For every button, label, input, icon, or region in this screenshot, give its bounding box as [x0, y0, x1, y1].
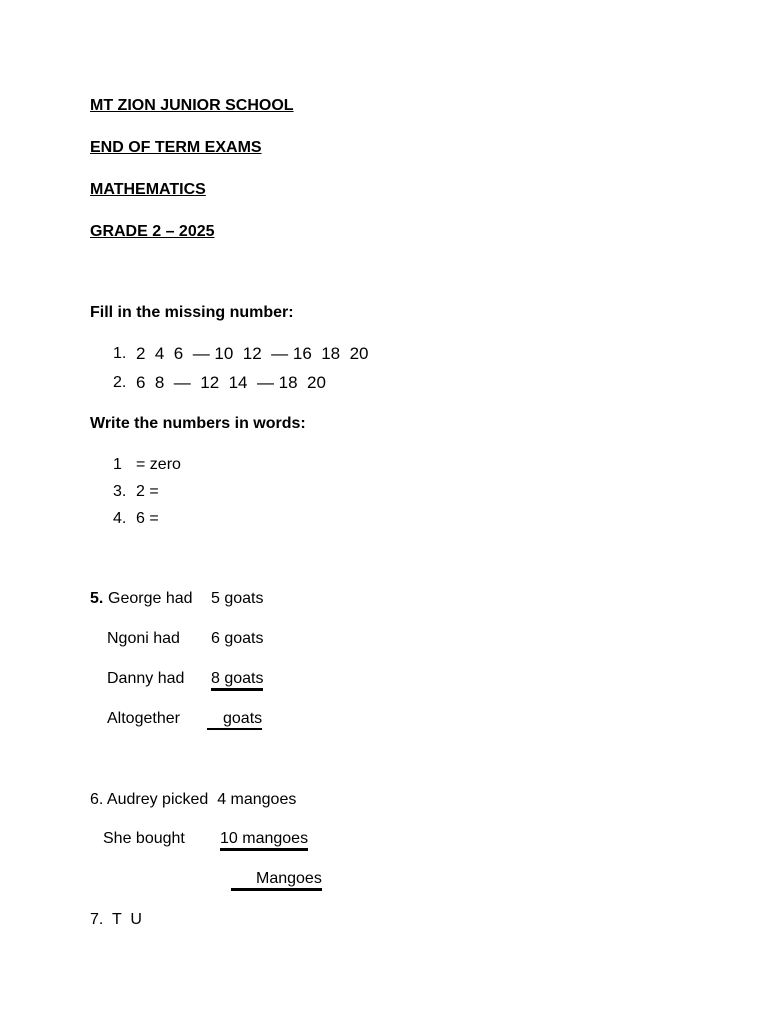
list-item-number: 2. — [113, 374, 127, 391]
list-item-number: 3. — [113, 483, 127, 500]
row-label: George had — [108, 590, 193, 607]
section-words-title: Write the numbers in words: — [90, 415, 306, 432]
list-item-text: 2 4 6 — 10 12 — 16 18 20 — [136, 344, 369, 363]
answer-blank: goats — [207, 710, 262, 730]
row-value: 6 goats — [211, 630, 264, 647]
row-label: Ngoni had — [107, 630, 180, 647]
row-label: Altogether — [107, 710, 180, 727]
list-item-text: 6 8 — 12 14 — 18 20 — [136, 373, 326, 392]
list-item-text: = zero — [136, 456, 181, 473]
row-label: Danny had — [107, 670, 185, 687]
list-item-number: 4. — [113, 510, 127, 527]
row-value: 8 goats — [211, 670, 263, 691]
subject-title: MATHEMATICS — [90, 181, 206, 198]
question-6-line: 6. Audrey picked 4 mangoes — [90, 791, 297, 808]
list-item-text: 2 = — [136, 483, 159, 500]
row-value: 5 goats — [211, 590, 264, 607]
list-item-text: 6 = — [136, 510, 159, 527]
section-fill-missing-title: Fill in the missing number: — [90, 304, 294, 321]
question-7-line: 7. T U — [90, 911, 142, 928]
row-value: 10 mangoes — [220, 830, 308, 851]
list-item-number: 1. — [113, 345, 127, 362]
grade-title: GRADE 2 – 2025 — [90, 223, 215, 240]
row-label: She bought — [103, 830, 185, 847]
answer-blank: Mangoes — [231, 870, 322, 891]
list-item-number: 1 — [113, 456, 122, 473]
question-number: 5. — [90, 590, 104, 607]
school-name: MT ZION JUNIOR SCHOOL — [90, 97, 294, 114]
exam-title: END OF TERM EXAMS — [90, 139, 262, 156]
